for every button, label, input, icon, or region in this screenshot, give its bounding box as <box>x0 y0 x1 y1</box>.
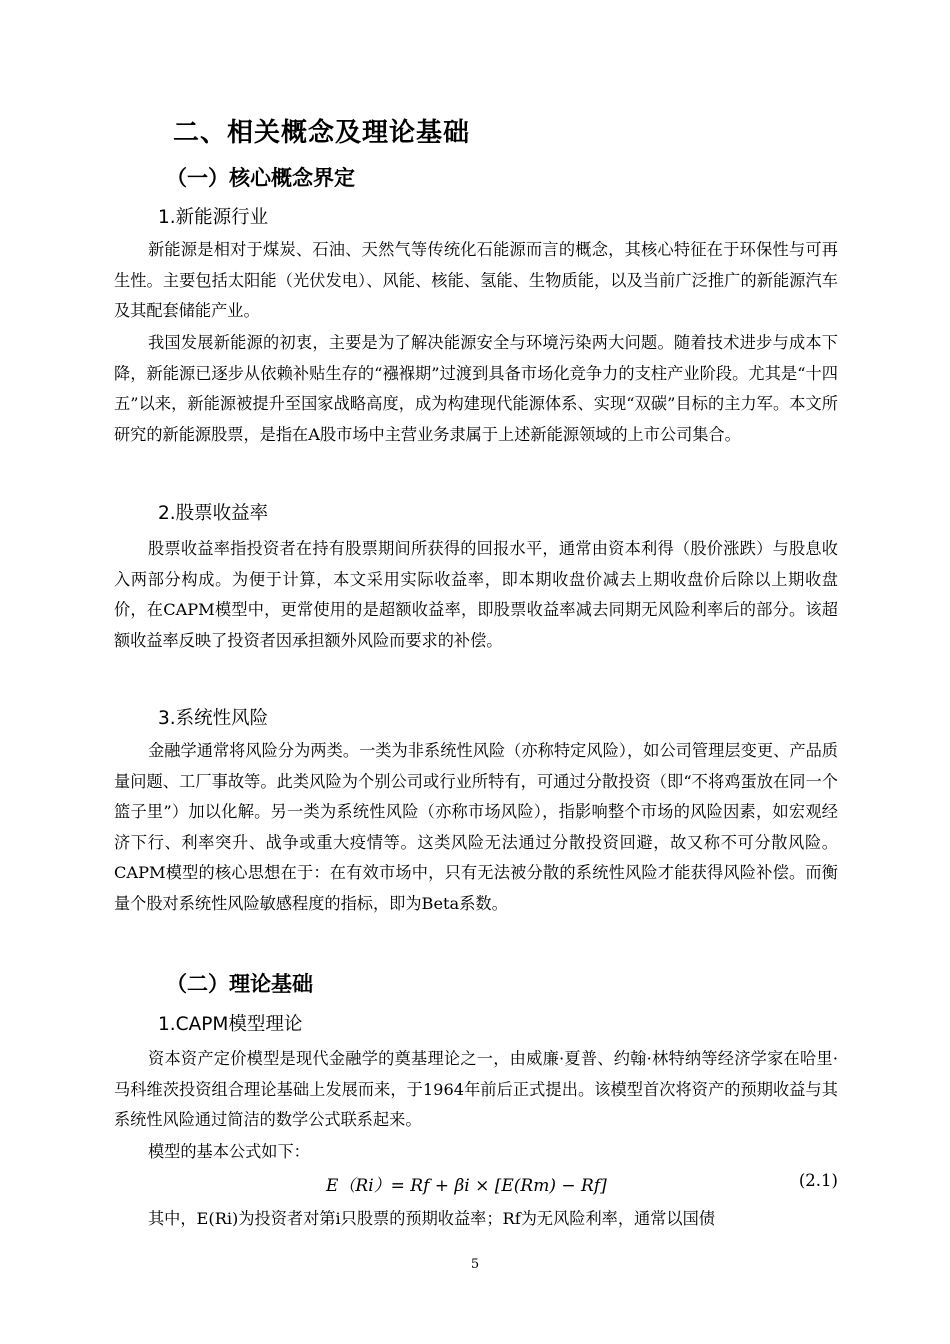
page-number: 5 <box>470 1257 480 1272</box>
equation-number: (2.1) <box>798 1171 838 1190</box>
section-heading-core-concepts: （一）核心概念界定 <box>166 166 355 190</box>
subheading-stock-return: 2.股票收益率 <box>158 503 269 524</box>
paragraph-systematic-risk: 金融学通常将风险分为两类。一类为非系统性风险（亦称特定风险），如公司管理层变更、产品质量问题、工厂事故等。此类风险为个别公司或行业所特有，可通过分散投资（即“不将鸡蛋放在同一个篮子里”）加以化解。另一类为系统性风险（亦称市场风险），指影响整个市场的风险因素，如宏观经济下行、利率突升、战争或重大疫情等。这类风险无法通过分散投资回避，故又称不可分散风险。CAPM模型的核心思想在于：在有效市场中，只有无法被分散的系统性风险才能获得风险补偿。而衡量个股对系统性风险敏感程度的指标，即为Beta系数。 <box>114 741 838 913</box>
subheading-new-energy-industry: 1.新能源行业 <box>158 207 269 228</box>
paragraph-new-energy-development: 我国发展新能源的初衷，主要是为了解决能源安全与环境污染两大问题。随着技术进步与成本下降，新能源已逐步从依赖补贴生存的“襁褓期”过渡到具备市场化竞争力的支柱产业阶段。尤其是“十四五”以来，新能源被提升至国家战略高度，成为构建现代能源体系、实现“双碳”目标的主力军。本文所研究的新能源股票，是指在A股市场中主营业务隶属于上述新能源领域的上市公司集合。 <box>114 333 838 444</box>
subheading-systematic-risk: 3.系统性风险 <box>158 708 269 729</box>
paragraph-stock-return: 股票收益率指投资者在持有股票期间所获得的回报水平，通常由资本利得（股价涨跌）与股息收入两部分构成。为便于计算，本文采用实际收益率，即本期收盘价减去上期收盘价后除以上期收盘价，在CAPM模型中，更常使用的是超额收益率，即股票收益率减去同期无风险利率后的部分。该超额收益率反映了投资者因承担额外风险而要求的补偿。 <box>114 539 838 650</box>
subheading-capm-theory: 1.CAPM模型理论 <box>158 1014 303 1035</box>
chapter-heading: 二、相关概念及理论基础 <box>173 118 471 148</box>
capm-formula: E（Ri）= Rf + βi × [E(Rm) − Rf] <box>326 1176 607 1196</box>
paragraph-new-energy-definition: 新能源是相对于煤炭、石油、天然气等传统化石能源而言的概念，其核心特征在于环保性与可再生性。主要包括太阳能（光伏发电）、风能、核能、氢能、生物质能，以及当前广泛推广的新能源汽车及其配套储能产业。 <box>114 240 838 320</box>
paragraph-capm-origin: 资本资产定价模型是现代金融学的奠基理论之一，由威廉·夏普、约翰·林特纳等经济学家在哈里·马科维茨投资组合理论基础上发展而来，于1964年前后正式提出。该模型首次将资产的预期收益与其系统性风险通过简洁的数学公式联系起来。 <box>114 1049 838 1129</box>
paragraph-formula-intro: 模型的基本公式如下： <box>148 1142 310 1161</box>
section-heading-theory: （二）理论基础 <box>166 972 313 996</box>
paragraph-formula-explanation: 其中，E(Ri)为投资者对第i只股票的预期收益率；Rf为无风险利率，通常以国债 <box>148 1209 715 1228</box>
